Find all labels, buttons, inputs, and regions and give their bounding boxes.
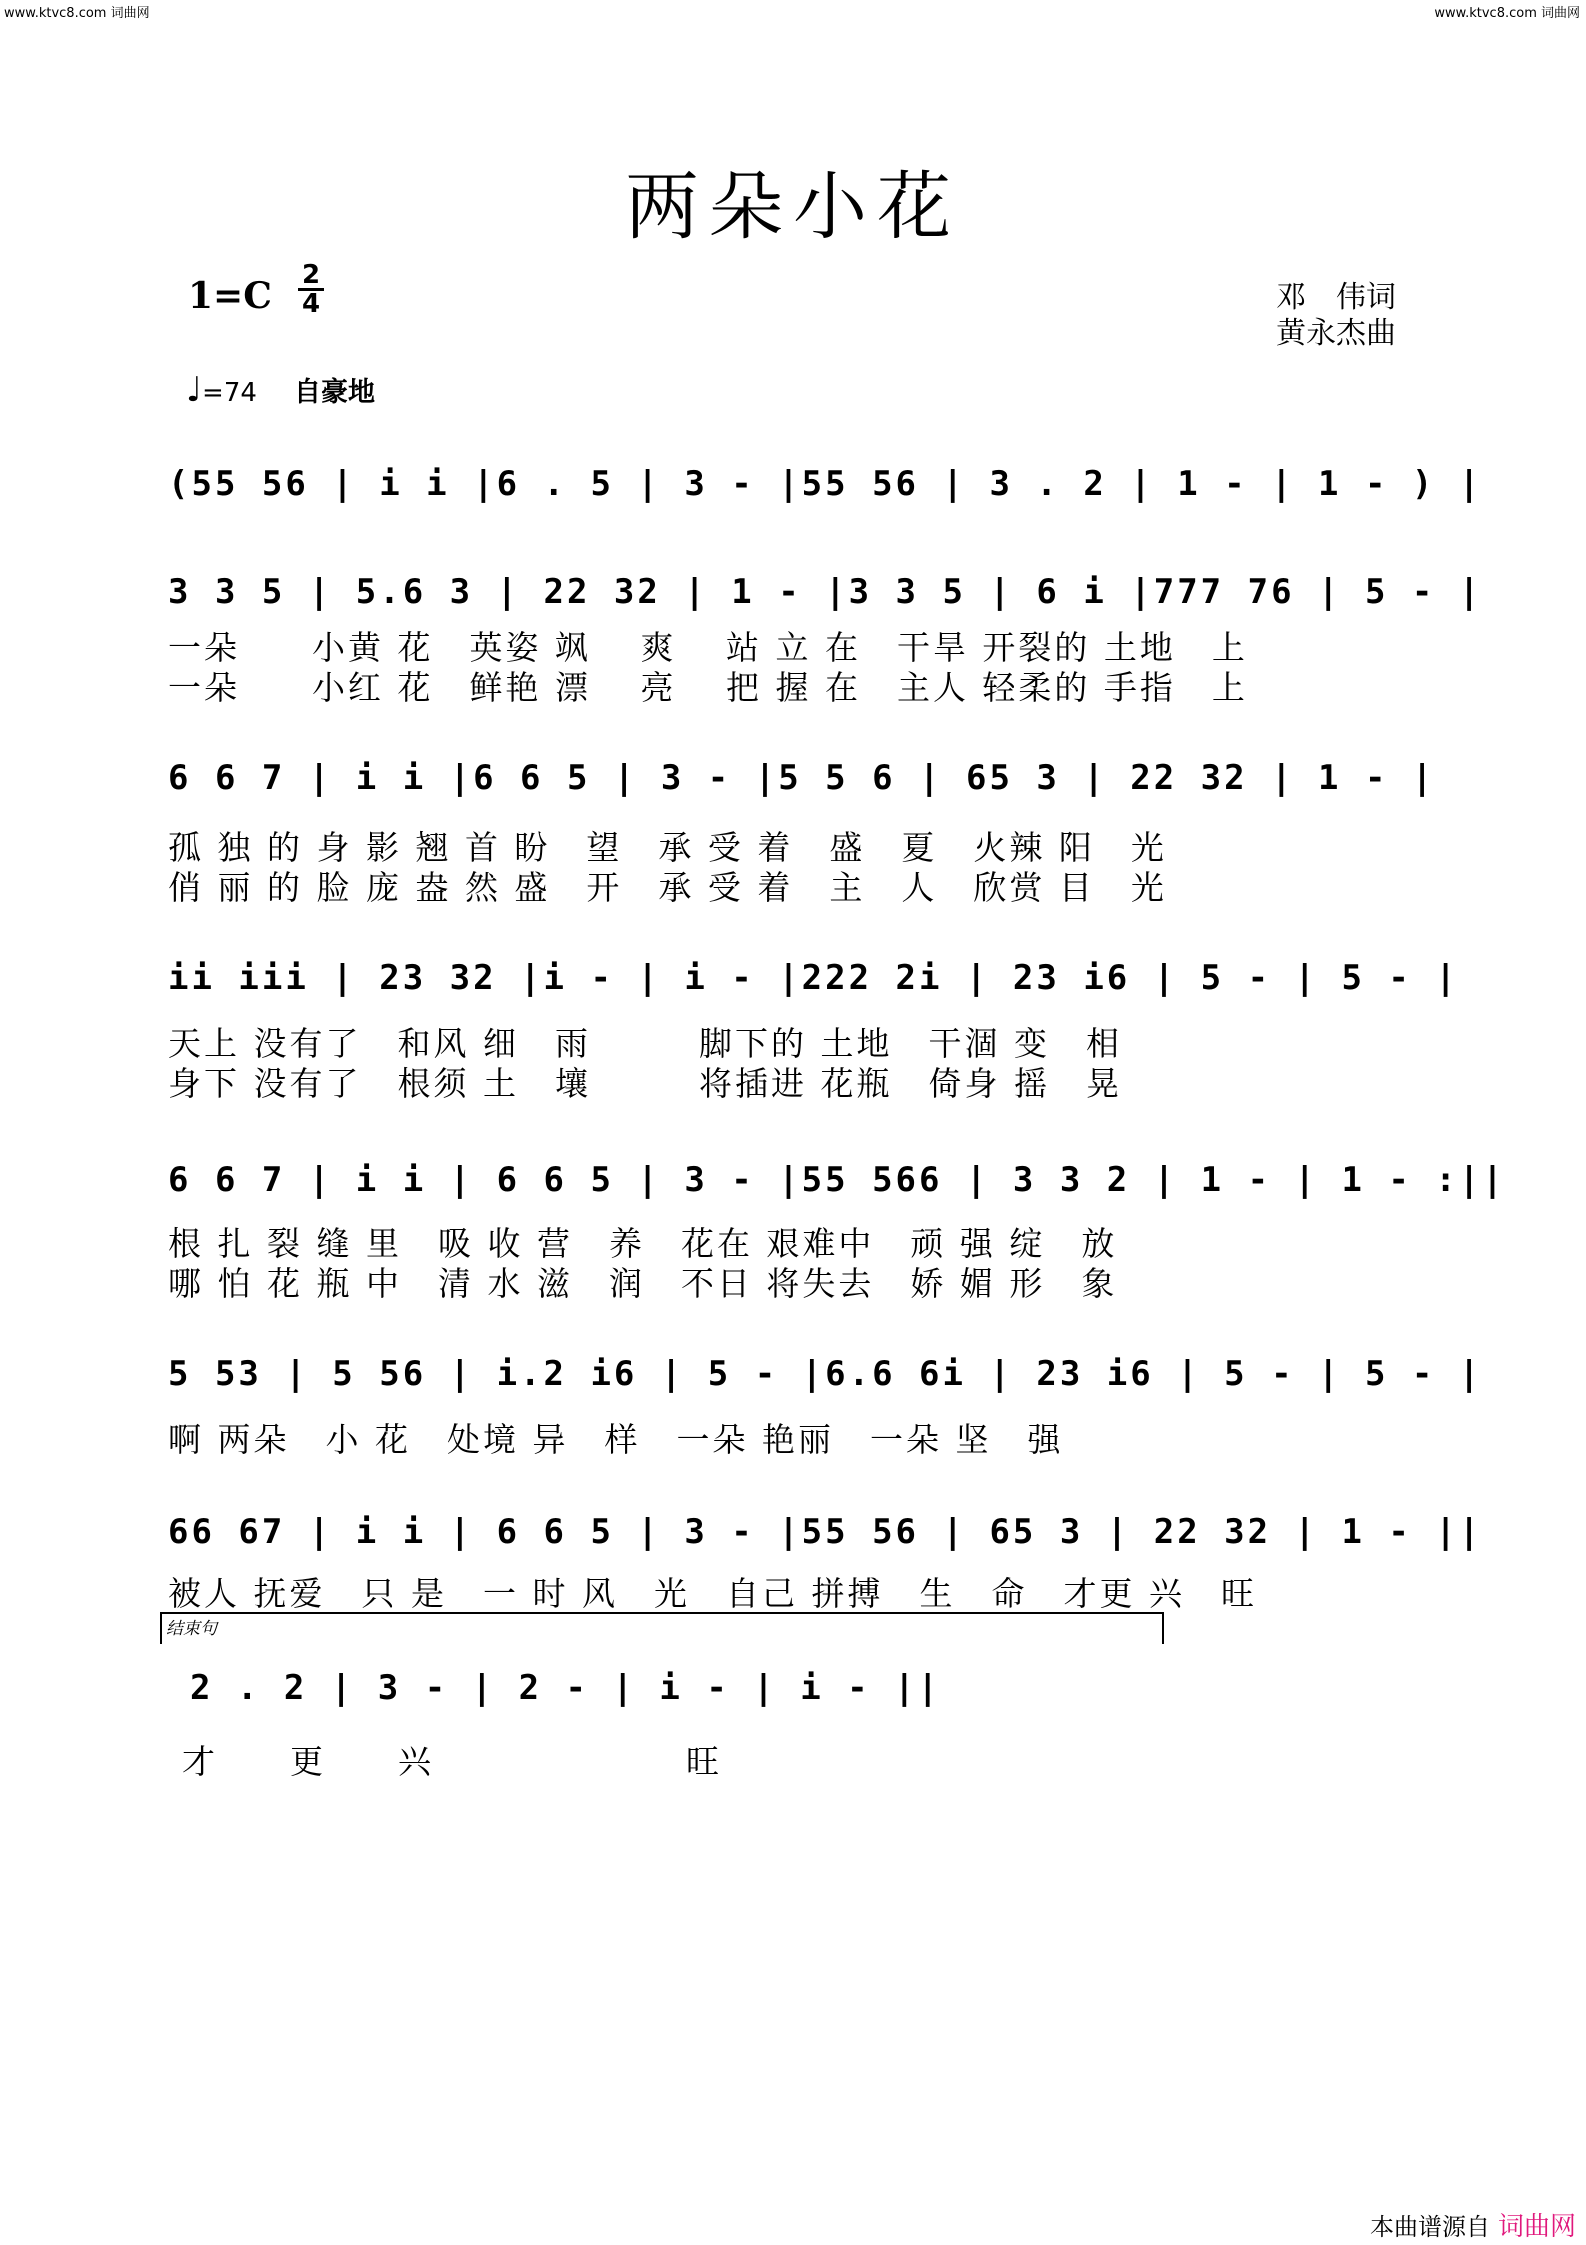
tempo-value: =74 <box>202 378 257 408</box>
ending-lyrics: 才 更 兴 旺 <box>182 1742 722 1781</box>
expression-mark: 自豪地 <box>294 377 375 408</box>
page-title: 两朵小花 <box>625 164 961 250</box>
notation-line-6: 5 53 | 5 56 | i.2 i6 | 5 - |6.6 6i | 23 i6 | 5 - | 5 - | <box>168 1354 1483 1394</box>
notation-line-1: (55 56 | i i |6 . 5 | 3 - |55 56 | 3 . 2 | 1 - | 1 - ) | <box>168 464 1483 504</box>
lyric-line-4-verse-2: 身下 没有了 根须 土 壤 将插进 花瓶 倚身 摇 晃 <box>168 1064 1122 1103</box>
lyric-line-2-verse-1: 一朵 小黄 花 英姿 飒 爽 站 立 在 干旱 开裂的 土地 上 <box>168 628 1248 667</box>
footer-source: 本曲谱源自 <box>1369 2213 1490 2241</box>
time-signature-denominator: 4 <box>301 289 321 319</box>
lyric-line-5-verse-1: 根 扎 裂 缝 里 吸 收 营 养 花在 艰难中 顽 强 绽 放 <box>168 1224 1118 1263</box>
lyric-line-4-verse-1: 天上 没有了 和风 细 雨 脚下的 土地 干涸 变 相 <box>168 1024 1122 1063</box>
quarter-note-icon: ♩ <box>186 370 203 410</box>
ending-bracket <box>160 1612 1164 1644</box>
notation-line-2: 3 3 5 | 5.6 3 | 22 32 | 1 - |3 3 5 | 6 i |777 76 | 5 - | <box>168 572 1483 612</box>
key-signature: 1=C <box>188 275 272 317</box>
time-signature-numerator: 2 <box>298 262 324 291</box>
watermark-left: www.ktvc8.com 词曲网 <box>4 6 150 21</box>
tempo-marking <box>186 370 257 410</box>
lyric-line-3-verse-2: 俏 丽 的 脸 庞 盎 然 盛 开 承 受 着 主 人 欣赏 目 光 <box>168 868 1167 907</box>
lyric-line-3-verse-1: 孤 独 的 身 影 翘 首 盼 望 承 受 着 盛 夏 火辣 阳 光 <box>168 828 1167 867</box>
watermark-right: www.ktvc8.com 词曲网 <box>1434 6 1580 21</box>
footer-brand[interactable]: 词曲网 <box>1497 2212 1576 2242</box>
lyric-line-6: 啊 两朵 小 花 处境 异 样 一朵 艳丽 一朵 坚 强 <box>168 1420 1064 1459</box>
notation-line-5: 6 6 7 | i i | 6 6 5 | 3 - |55 566 | 3 3 2 | 1 - | 1 - :|| <box>168 1160 1506 1200</box>
lyric-line-2-verse-2: 一朵 小红 花 鲜艳 漂 亮 把 握 在 主人 轻柔的 手指 上 <box>168 668 1248 707</box>
notation-line-7: 66 67 | i i | 6 6 5 | 3 - |55 56 | 65 3 | 22 32 | 1 - || <box>168 1512 1483 1552</box>
notation-line-3: 6 6 7 | i i |6 6 5 | 3 - |5 5 6 | 65 3 | 22 32 | 1 - | <box>168 758 1436 798</box>
footer-credit <box>1370 2206 1576 2243</box>
lyricist-credit: 邓 伟词 <box>1276 280 1396 315</box>
lyric-line-7: 被人 抚爱 只 是 一 时 风 光 自己 拼搏 生 命 才更 兴 旺 <box>168 1574 1257 1613</box>
notation-line-4: ii iii | 23 32 |i - | i - |222 2i | 23 i6 | 5 - | 5 - | <box>168 958 1459 998</box>
ending-notation: 2 . 2 | 3 - | 2 - | i - | i - || <box>190 1668 942 1708</box>
ending-label: 结束句 <box>166 1619 217 1639</box>
lyric-line-5-verse-2: 哪 怕 花 瓶 中 清 水 滋 润 不日 将失去 娇 媚 形 象 <box>168 1264 1118 1303</box>
time-signature <box>298 262 324 317</box>
composer-credit: 黄永杰曲 <box>1276 316 1396 351</box>
